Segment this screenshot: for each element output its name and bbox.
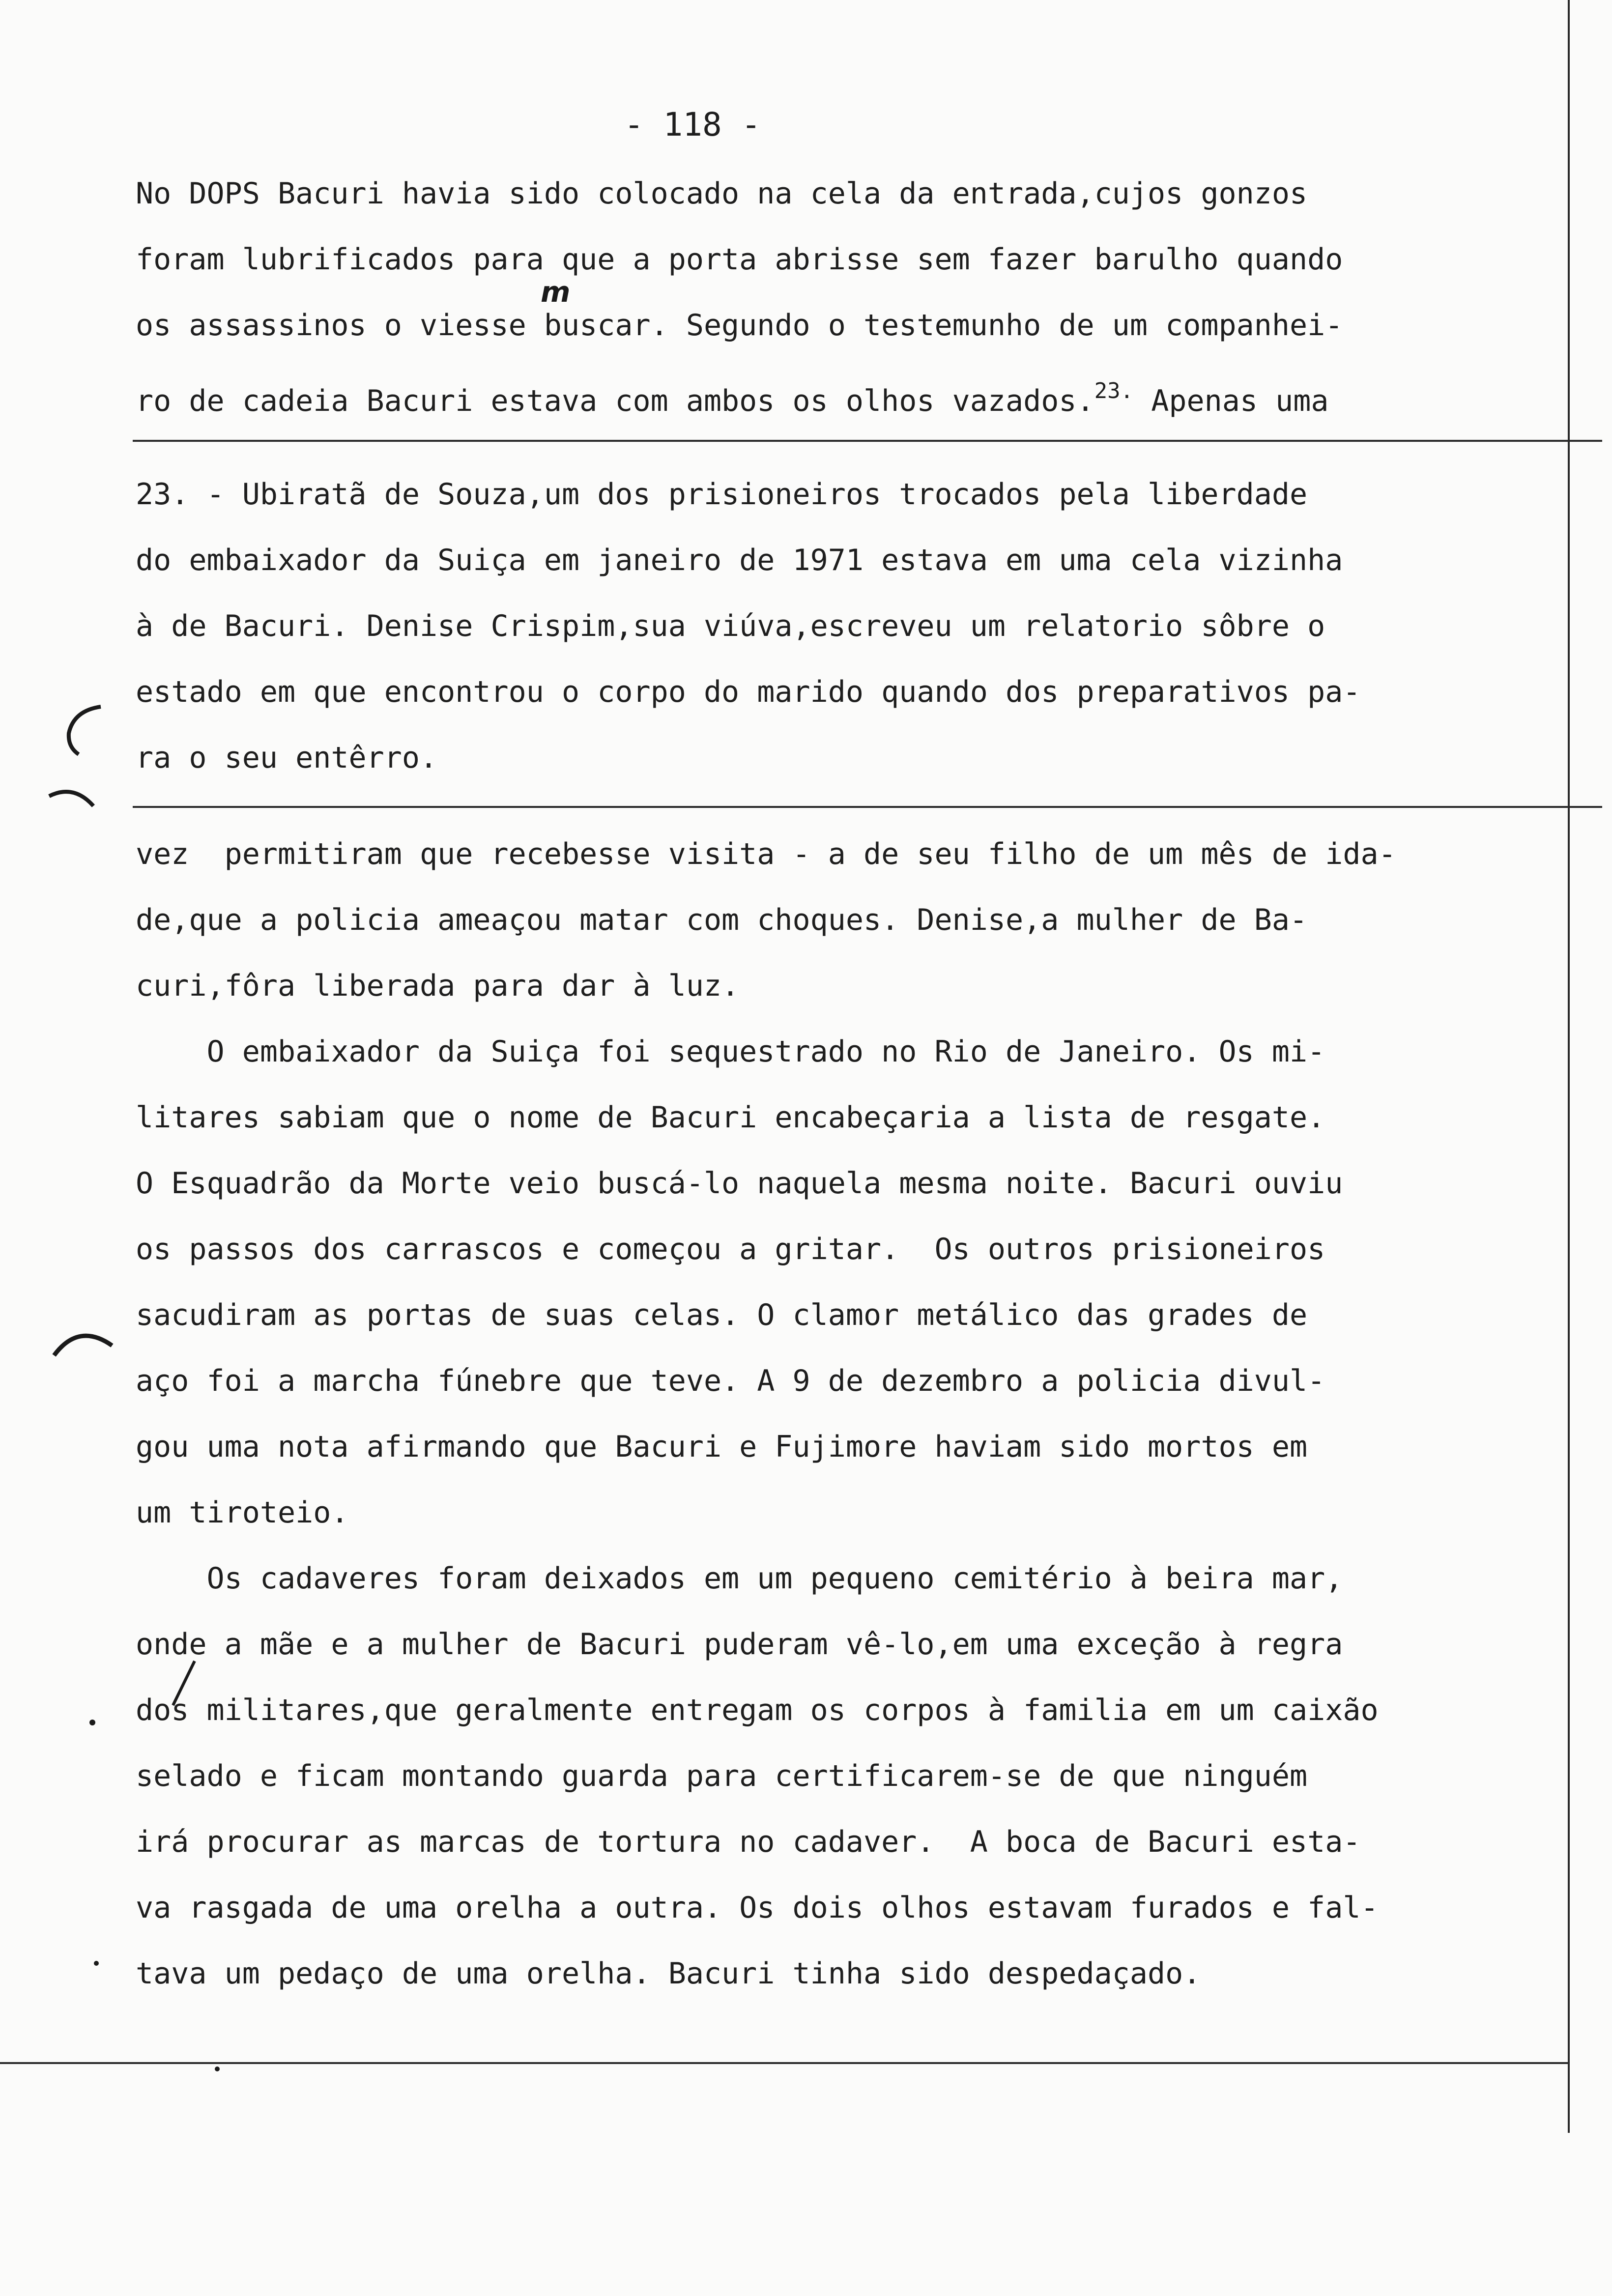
main-text-line: va rasgada de uma orelha a outra. Os dois olhos estavam furados e fal- <box>136 1891 1379 1925</box>
main-text-line: tava um pedaço de uma orelha. Bacuri tinha sido despedaçado. <box>136 1956 1201 1991</box>
footnote-line: do embaixador da Suiça em janeiro de 1971 estava em uma cela vizinha <box>136 543 1343 577</box>
main-text-line: O embaixador da Suiça foi sequestrado no Rio de Janeiro. Os mi- <box>136 1034 1325 1069</box>
main-text-line: gou uma nota afirmando que Bacuri e Fujimore haviam sido mortos em <box>136 1430 1308 1464</box>
margin-bracket-mark <box>54 1336 112 1355</box>
main-text-line: os assassinos o viesse buscar. Segundo o testemunho de um companhei- <box>136 308 1343 343</box>
footnote-line: ra o seu entêrro. <box>136 741 438 775</box>
main-text-line: um tiroteio. <box>136 1495 349 1530</box>
main-text-line-with-footnote-ref <box>136 373 1329 419</box>
bottom-margin-rule <box>0 2062 1570 2064</box>
main-text-line: dos militares,que geralmente entregam os corpos à familia em um caixão <box>136 1693 1379 1727</box>
right-margin-rule <box>1568 0 1570 2133</box>
ink-dot <box>215 2066 220 2071</box>
footnote-line: à de Bacuri. Denise Crispim,sua viúva,escreveu um relatorio sôbre o <box>136 609 1325 643</box>
main-text-line: selado e ficam montando guarda para certificarem-se de que ninguém <box>136 1759 1308 1793</box>
main-text-fragment: ro de cadeia Bacuri estava com ambos os olhos vazados. <box>136 384 1094 418</box>
main-text-line: aço foi a marcha fúnebre que teve. A 9 de dezembro a policia divul- <box>136 1364 1325 1398</box>
main-text-line: No DOPS Bacuri havia sido colocado na cela da entrada,cujos gonzos <box>136 176 1308 211</box>
main-text-line: irá procurar as marcas de tortura no cadaver. A boca de Bacuri esta- <box>136 1825 1361 1859</box>
ink-dot <box>94 1961 99 1966</box>
ink-dot <box>89 1720 95 1725</box>
main-text-line: onde a mãe e a mulher de Bacuri puderam vê-lo,em uma exceção à regra <box>136 1627 1343 1662</box>
main-text-line: O Esquadrão da Morte veio buscá-lo naquela mesma noite. Bacuri ouviu <box>136 1166 1343 1201</box>
footnote-line: estado em que encontrou o corpo do marido quando dos preparativos pa- <box>136 675 1361 709</box>
footnote-separator-top <box>133 440 1602 442</box>
main-text-fragment: Apenas uma <box>1133 384 1329 418</box>
margin-bracket-mark <box>49 792 93 806</box>
footnote-separator-bottom <box>133 806 1602 808</box>
main-text-line: foram lubrificados para que a porta abrisse sem fazer barulho quando <box>136 242 1343 277</box>
footnote-reference: 23. <box>1094 378 1134 403</box>
footnote-line: 23. - Ubiratã de Souza,um dos prisioneiros trocados pela liberdade <box>136 477 1308 512</box>
handwritten-insertion-m: m <box>541 275 571 309</box>
main-text-line: vez permitiram que recebesse visita - a de seu filho de um mês de ida- <box>136 837 1396 871</box>
margin-bracket-mark <box>69 707 101 754</box>
page-number: - 118 - <box>624 106 761 144</box>
main-text-line: de,que a policia ameaçou matar com choques. Denise,a mulher de Ba- <box>136 903 1308 937</box>
main-text-line: os passos dos carrascos e começou a gritar. Os outros prisioneiros <box>136 1232 1325 1266</box>
main-text-line: Os cadaveres foram deixados em um pequeno cemitério à beira mar, <box>136 1561 1343 1596</box>
main-text-line: litares sabiam que o nome de Bacuri encabeçaria a lista de resgate. <box>136 1100 1325 1135</box>
main-text-line: sacudiram as portas de suas celas. O clamor metálico das grades de <box>136 1298 1308 1332</box>
main-text-line: curi,fôra liberada para dar à luz. <box>136 969 740 1003</box>
